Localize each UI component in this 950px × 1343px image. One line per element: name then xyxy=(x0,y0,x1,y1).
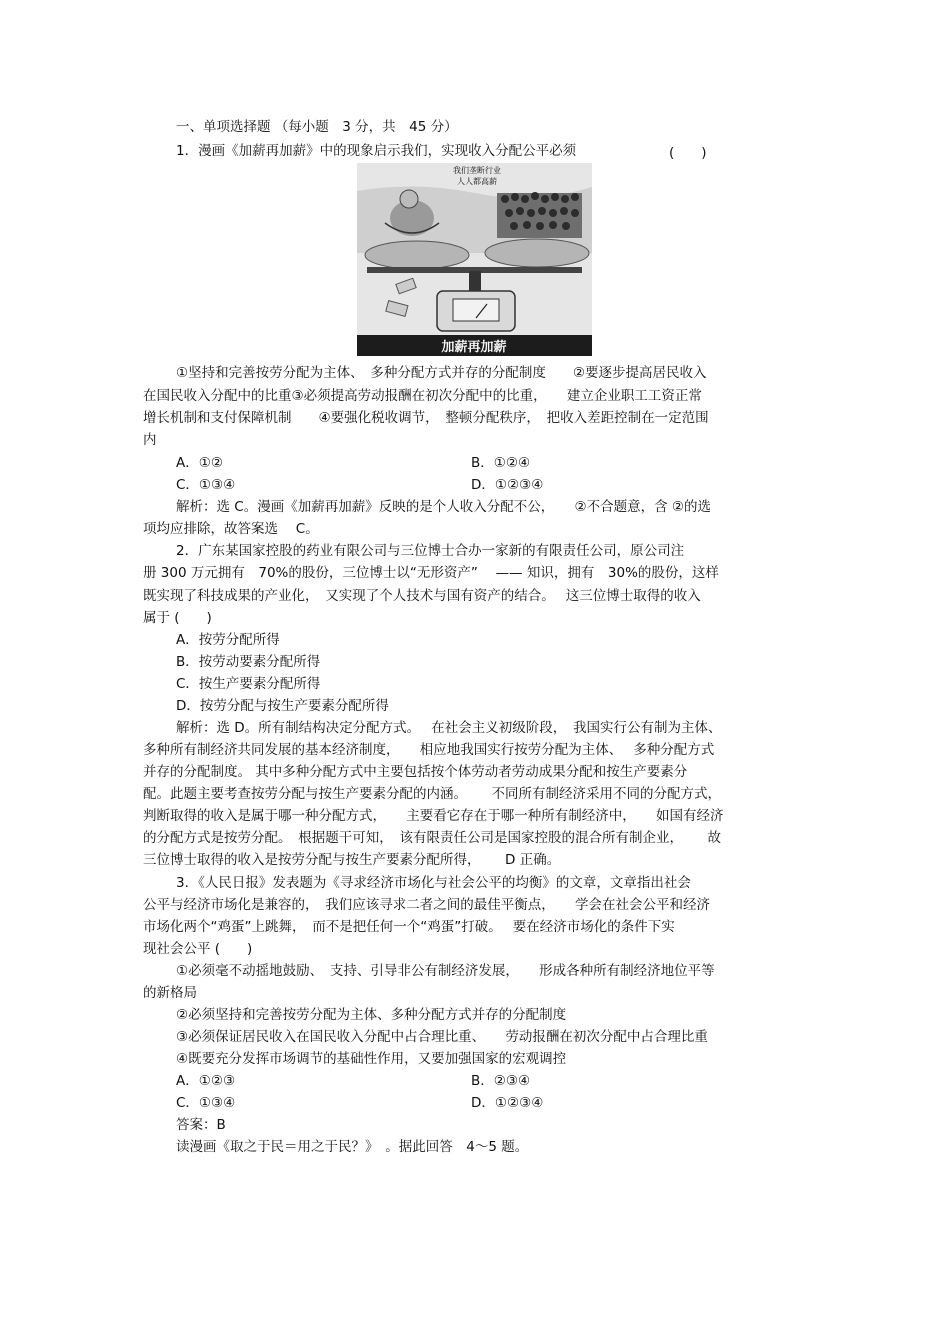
q3-choice-d: D．①②③④ xyxy=(471,1095,544,1111)
q3-statement-1-cont: 的新格局 xyxy=(143,985,197,1001)
q3-stem-line-4: 现社会公平 ( ) xyxy=(143,941,253,957)
q2-option-b: B．按劳动要素分配所得 xyxy=(176,654,321,670)
q1-choice-b: B．①②④ xyxy=(471,455,531,471)
q2-analysis-line-7: 三位博士取得的收入是按劳分配与按生产要素分配所得， D 正确。 xyxy=(143,852,561,868)
section-title: 一、单项选择题 （每小题 3 分，共 45 分） xyxy=(176,119,458,135)
q2-stem-line-4: 属于 ( ) xyxy=(143,610,212,626)
q3-statement-4: ④既要充分发挥市场调节的基础性作用，又要加强国家的宏观调控 xyxy=(176,1051,567,1067)
cartoon-top-caption-2: 人人都高薪 xyxy=(457,177,497,186)
q2-analysis-line-4: 配。此题主要考查按劳分配与按生产要素分配的内涵。 不同所有制经济采用不同的分配方式， xyxy=(143,786,722,802)
q3-stem-line-2: 公平与经济市场化是兼容的， 我们应该寻求二者之间的最佳平衡点， 学会在社会公平和经济 xyxy=(143,897,710,913)
q1-choice-d: D．①②③④ xyxy=(471,477,544,493)
q1-stem: 1．漫画《加薪再加薪》中的现象启示我们，实现收入分配公平必须 xyxy=(176,143,577,159)
q2-option-a: A．按劳分配所得 xyxy=(176,632,280,648)
q3-statement-1: ①必须毫不动摇地鼓励、 支持、引导非公有制经济发展， 形成各种所有制经济地位平等 xyxy=(176,963,715,979)
q1-option-line-1: ①坚持和完善按劳分配为主体、 多种分配方式并存的分配制度 ②要逐步提高居民收入 xyxy=(176,365,707,381)
q1-analysis-line-2: 项均应排除，故答案选 C。 xyxy=(143,521,319,537)
cartoon-bottom-caption: 加薪再加薪 xyxy=(441,340,507,355)
q1-option-line-2: 在国民收入分配中的比重③必须提高劳动报酬在初次分配中的比重， 建立企业职工工资正常 xyxy=(143,388,702,404)
q2-stem-line-1: 2．广东某国家控股的药业有限公司与三位博士合办一家新的有限责任公司，原公司注 xyxy=(176,543,685,559)
q2-analysis-line-6: 的分配方式是按劳分配。 根据题干可知， 该有限责任公司是国家控股的混合所有制企业， 故 xyxy=(143,830,722,846)
q1-answer-paren: ( ) xyxy=(669,145,707,161)
q3-choice-a: A．①②③ xyxy=(176,1073,236,1089)
q1-option-line-4: 内 xyxy=(143,432,157,448)
q3-stem-line-1: 3．《人民日报》发表题为《寻求经济市场化与社会公平的均衡》的文章，文章指出社会 xyxy=(176,875,691,891)
q1-option-line-3: 增长机制和支付保障机制 ④要强化税收调节， 整顿分配秩序， 把收入差距控制在一定范围 xyxy=(143,410,709,426)
cartoon-image xyxy=(357,163,592,356)
right-crowd-group xyxy=(497,192,582,238)
cartoon-top-caption-1: 我们垄断行业 xyxy=(453,166,501,175)
q2-stem-line-2: 册 300 万元拥有 70%的股份，三位博士以“无形资产” —— 知识，拥有 30%的股份，这样 xyxy=(143,565,719,581)
q2-analysis-line-5: 判断取得的收入是属于哪一种分配方式， 主要看它存在于哪一种所有制经济中， 如国有经济 xyxy=(143,808,724,824)
q2-analysis-line-3: 并存的分配制度。 其中多种分配方式中主要包括按个体劳动者劳动成果分配和按生产要素分 xyxy=(143,764,688,780)
q2-analysis-line-2: 多种所有制经济共同发展的基本经济制度， 相应地我国实行按劳分配为主体、 多种分配方式 xyxy=(143,742,715,758)
q1-analysis-line-1: 解析：选 C。漫画《加薪再加薪》反映的是个人收入分配不公， ②不合题意，含 ②的选 xyxy=(176,499,711,515)
q2-stem-line-3: 既实现了科技成果的产业化， 又实现了个人技术与国有资产的结合。 这三位博士取得的收入 xyxy=(143,588,701,604)
q3-statement-2: ②必须坚持和完善按劳分配为主体、多种分配方式并存的分配制度 xyxy=(176,1007,567,1023)
q2-analysis-line-1: 解析：选 D。所有制结构决定分配方式。 在社会主义初级阶段， 我国实行公有制为主体、 xyxy=(176,720,722,736)
q1-choice-a: A．①② xyxy=(176,455,223,471)
q2-option-d: D．按劳分配与按生产要素分配所得 xyxy=(176,698,389,714)
tail-instruction: 读漫画《取之于民＝用之于民？》 。据此回答 4～5 题。 xyxy=(176,1139,529,1155)
q3-choice-c: C．①③④ xyxy=(176,1095,236,1111)
q3-answer: 答案：B xyxy=(176,1117,226,1133)
q1-choice-c: C．①③④ xyxy=(176,477,236,493)
q2-option-c: C．按生产要素分配所得 xyxy=(176,676,321,692)
q3-stem-line-3: 市场化两个“鸡蛋”上跳舞， 而不是把任何一个“鸡蛋”打破。 要在经济市场化的条件下实 xyxy=(143,919,675,935)
q3-choice-b: B．②③④ xyxy=(471,1073,531,1089)
q3-statement-3: ③必须保证居民收入在国民收入分配中占合理比重、 劳动报酬在初次分配中占合理比重 xyxy=(176,1029,708,1045)
